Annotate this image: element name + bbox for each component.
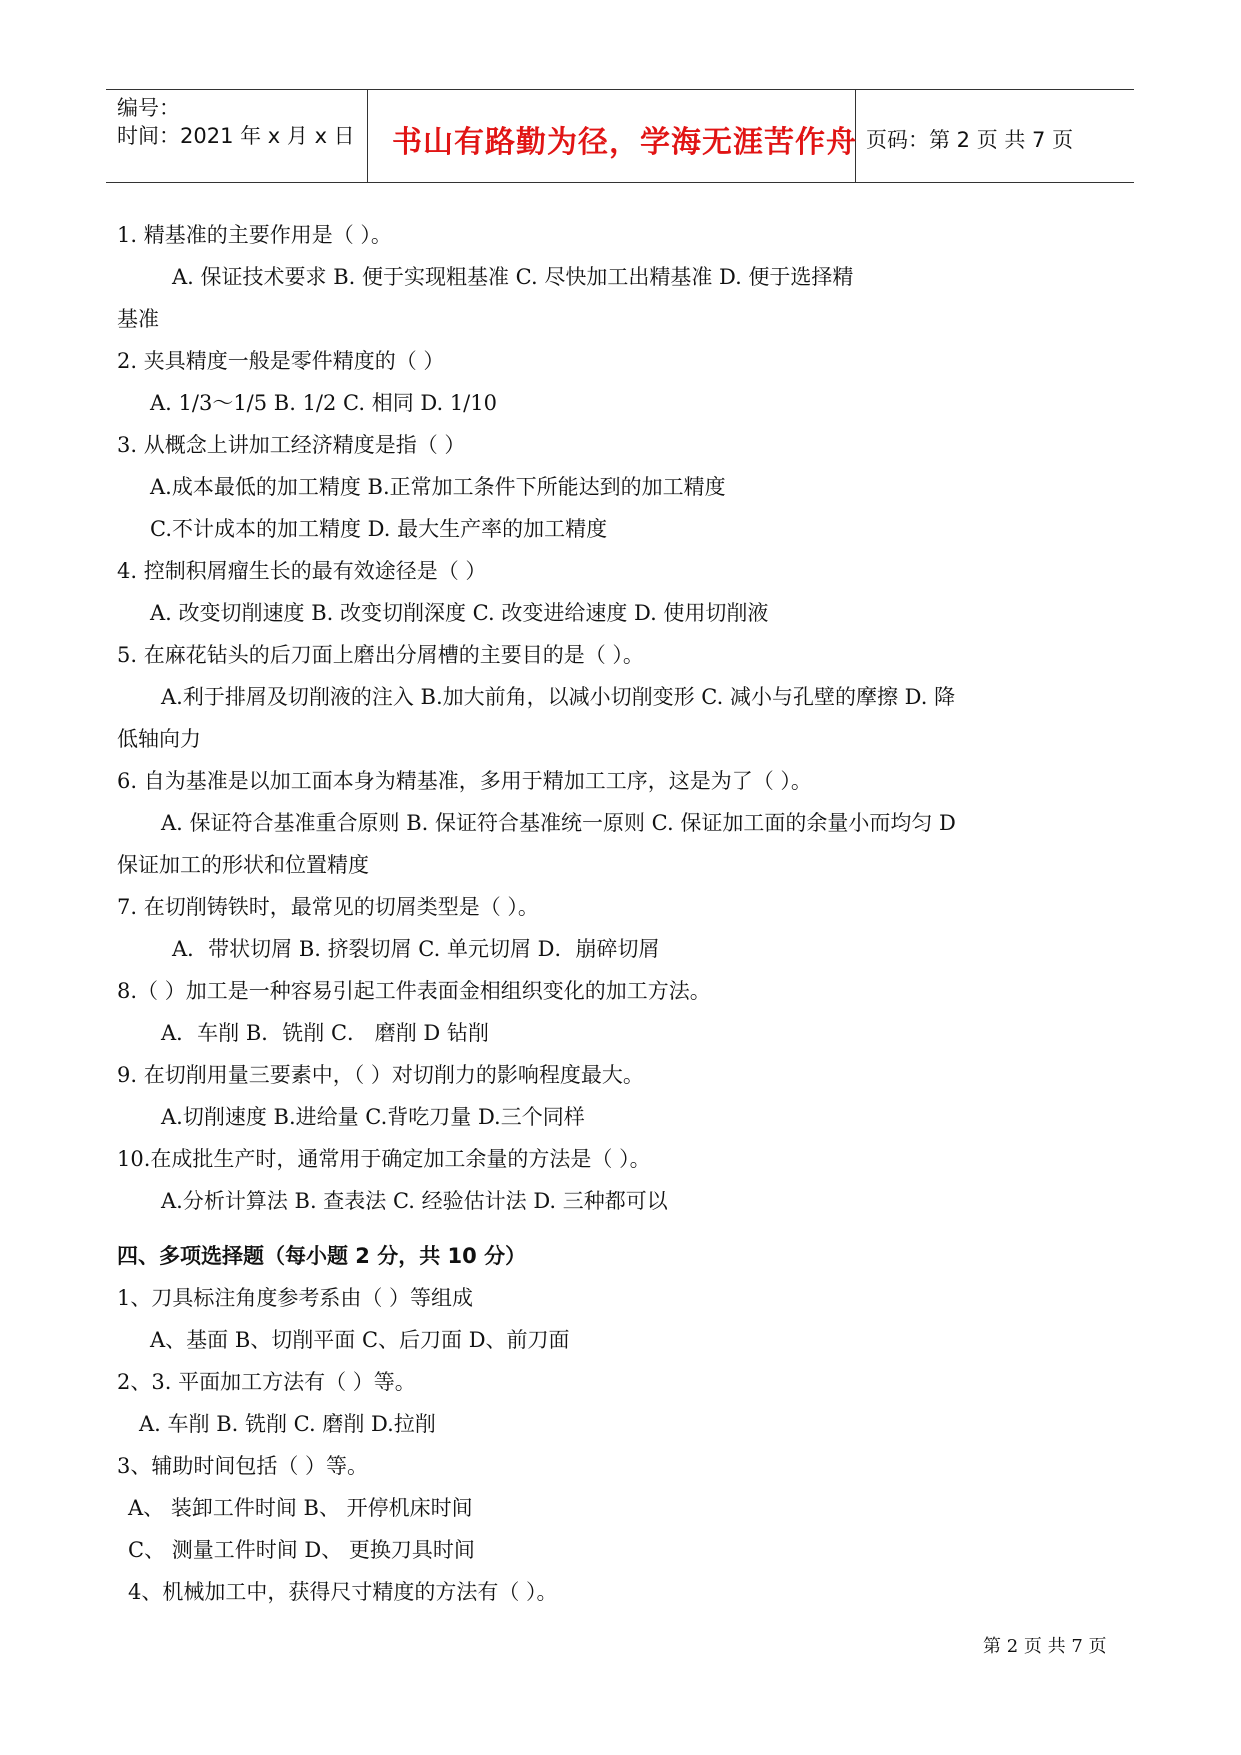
multi-question-2: 2、3. 平面加工方法有（ ）等。 [117,1370,416,1394]
multi-question-1: 1、刀具标注角度参考系由（ ）等组成 [117,1286,474,1310]
question-9-options: A.切削速度 B.进给量 C.背吃刀量 D.三个同样 [161,1105,585,1129]
question-1-options: A. 保证技术要求 B. 便于实现粗基准 C. 尽快加工出精基准 D. 便于选择精 [172,265,854,289]
question-3: 3. 从概念上讲加工经济精度是指（ ） [117,433,466,457]
question-7: 7. 在切削铸铁时，最常见的切屑类型是（ ）。 [117,895,539,919]
header-motto: 书山有路勤为径，学海无涯苦作舟 [392,125,857,160]
question-1-options-cont: 基准 [117,307,159,331]
multi-question-1-options: A、基面 B、切削平面 C、后刀面 D、前刀面 [150,1328,570,1352]
footer-page-number: 第 2 页 共 7 页 [983,1636,1107,1657]
question-4-options: A. 改变切削速度 B. 改变切削深度 C. 改变进给速度 D. 使用切削液 [150,601,769,625]
question-5-options: A.利于排屑及切削液的注入 B.加大前角，以减小切削变形 C. 减小与孔壁的摩擦 D. 降 [161,685,956,709]
question-2-options: A. 1/3～1/5 B. 1/2 C. 相同 D. 1/10 [150,391,497,415]
multi-question-4: 4、机械加工中，获得尺寸精度的方法有（ ）。 [128,1580,558,1604]
header-page-label: 页码：第 2 页 共 7 页 [866,128,1074,152]
question-3-options-cd: C.不计成本的加工精度 D. 最大生产率的加工精度 [150,517,608,541]
question-6: 6. 自为基准是以加工面本身为精基准，多用于精加工工序，这是为了（ ）。 [117,769,812,793]
question-10-options: A.分析计算法 B. 查表法 C. 经验估计法 D. 三种都可以 [161,1189,668,1213]
question-6-options-cont: 保证加工的形状和位置精度 [117,853,369,877]
question-5: 5. 在麻花钻头的后刀面上磨出分屑槽的主要目的是（ ）。 [117,643,644,667]
document-time-label: 时间：2021 年 x 月 x 日 [117,124,355,148]
header-bottom-rule [106,182,1134,183]
question-7-options: A．带状切屑 B. 挤裂切屑 C. 单元切屑 D．崩碎切屑 [172,937,660,961]
question-2: 2. 夹具精度一般是零件精度的（ ） [117,349,445,373]
question-5-options-cont: 低轴向力 [117,727,201,751]
question-9: 9. 在切削用量三要素中，（ ）对切削力的影响程度最大。 [117,1063,644,1087]
document-number-label: 编号： [117,96,180,120]
question-10: 10.在成批生产时，通常用于确定加工余量的方法是（ ）。 [117,1147,651,1171]
question-8: 8.（ ）加工是一种容易引起工件表面金相组织变化的加工方法。 [117,979,711,1003]
multi-question-3-options-cd: C、 测量工件时间 D、 更换刀具时间 [128,1538,475,1562]
question-3-options-ab: A.成本最低的加工精度 B.正常加工条件下所能达到的加工精度 [150,475,726,499]
multi-question-3: 3、辅助时间包括（ ）等。 [117,1454,369,1478]
section-heading-multiple-choice: 四、多项选择题（每小题 2 分，共 10 分） [117,1244,527,1268]
multi-question-2-options: A. 车削 B. 铣削 C. 磨削 D.拉削 [139,1412,436,1436]
header-top-rule [106,89,1134,90]
question-6-options: A. 保证符合基准重合原则 B. 保证符合基准统一原则 C. 保证加工面的余量小而均匀 D [161,811,956,835]
question-4: 4. 控制积屑瘤生长的最有效途径是（ ） [117,559,487,583]
question-1: 1. 精基准的主要作用是（ ）。 [117,223,392,247]
question-8-options: A．车削 B．铣削 C． 磨削 D 钻削 [161,1021,489,1045]
multi-question-3-options-ab: A、 装卸工件时间 B、 开停机床时间 [128,1496,473,1520]
header-divider-left [367,89,368,182]
